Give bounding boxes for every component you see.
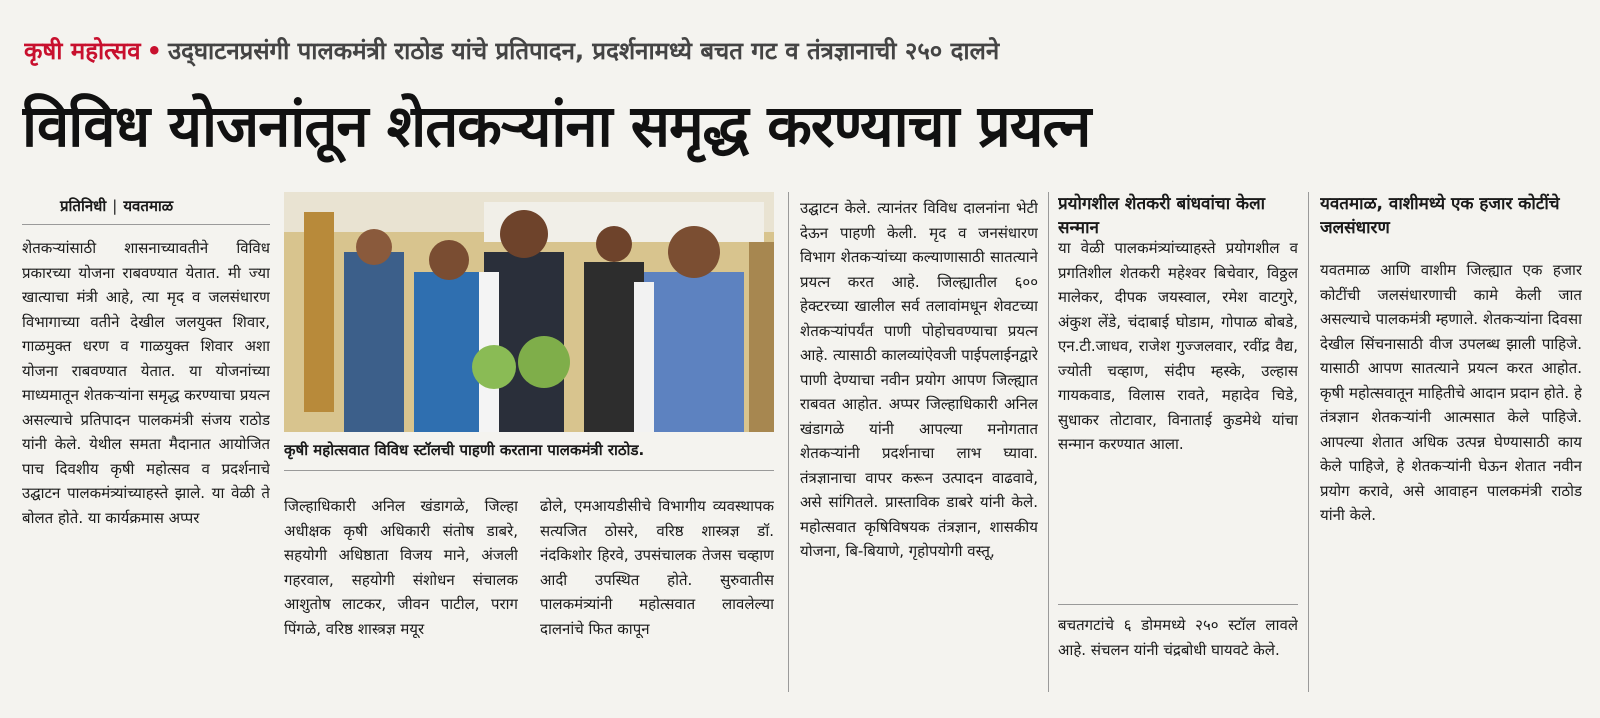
news-photo xyxy=(284,192,774,432)
column-rule xyxy=(788,192,789,692)
column-rule xyxy=(1048,192,1049,692)
section-tag: कृषी महोत्सव xyxy=(24,37,141,65)
byline-reporter: प्रतिनिधी xyxy=(60,197,107,215)
photo-illustration xyxy=(284,192,774,432)
byline-place: यवतमाळ xyxy=(123,197,174,215)
kicker-text: उद्‌घाटनप्रसंगी पालकमंत्री राठोड यांचे प्रतिपादन, प्रदर्शनामध्ये बचत गट व तंत्रज्ञानाची २५० दालने xyxy=(167,37,1000,65)
headline: विविध योजनांतून शेतकऱ्यांना समृद्ध करण्याचा प्रयत्न xyxy=(22,92,1091,160)
photo-caption: कृषी महोत्सवात विविध स्टॉलची पाहणी करताना पालकमंत्री राठोड. xyxy=(284,440,774,471)
article-column-2: जिल्हाधिकारी अनिल खंडागळे, जिल्हा अधीक्षक कृषी अधिकारी संतोष डाबरे, सहयोगी अधिष्ठाता विजय माने, अंजली गहरवाल, सहयोगी संशोधन संचालक आशुतोष लाटकर, जीवन पाटील, पराग पिंगळे, वरिष्ठ शास्त्रज्ञ मयूर xyxy=(284,497,518,638)
byline xyxy=(60,196,270,216)
column-rule xyxy=(1308,192,1309,692)
article-column-1: शेतकऱ्यांसाठी शासनाच्यावतीने विविध प्रकारच्या योजना राबवण्यात येतात. मी ज्या खात्याचा मंत्री आहे, त्या मृद व जलसंधारण विभागाच्या वतीने देखील जलयुक्त शिवार, गाळमुक्त धरण व गाळयुक्त शिवार अशा योजना राबवण्यात येतात. या योजनांच्या माध्यमातून शेतकऱ्यांना समृद्ध करण्याचा प्रयत्न असल्याचे प्रतिपादन पालकमंत्री संजय राठोड यांनी केले. येथील समता मैदानात आयोजित पाच दिवशीय कृषी महोत्सव व प्रदर्शनाचे उद्घाटन पालकमंत्र्यांच्याहस्ते झाले. या वेळी ते बोलत होते. या कार्यक्रमास अप्पर xyxy=(22,239,270,527)
article-column-3: ढोले, एमआयडीसीचे विभागीय व्यवस्थापक सत्यजित ठोसरे, वरिष्ठ शास्त्रज्ञ डॉ. नंदकिशोर हिरवे, उपसंचालक तेजस चव्हाण आदी उपस्थित होते. सुरुवातीस पालकमंत्र्यांनी महोत्सवात लावलेल्या दालनांचे फित कापून xyxy=(540,497,774,638)
article-column-5-footer: बचतगटांचे ६ डोममध्ये २५० स्टॉल लावले आहे. संचलन यांनी चंद्रबोधी घायवटे केले. xyxy=(1058,604,1298,703)
article-column-5: या वेळी पालकमंत्र्यांच्याहस्ते प्रयोगशील व प्रगतिशील शेतकरी महेश्वर बिचेवार, विठ्ठल मालेकर, दीपक जयस्वाल, रमेश वाटगुरे, अंकुश लेंडे, चंदाबाई घोडाम, गोपाळ बोबडे, एन.टी.जाधव, राजेश गुज्जलवार, रवींद्र वैद्य, ज्योती चव्हाण, संदीप म्हस्के, उल्हास गायकवाड, विलास रावते, महादेव चिडे, सुधाकर तोटावार, विनाताई कुडमेथे यांचा सन्मान करण्यात आला. xyxy=(1058,239,1298,453)
subheading-water-conservation: यवतमाळ, वाशीमध्ये एक हजार कोटींचे जलसंधारण xyxy=(1320,194,1560,238)
subheading-farmers-honour: प्रयोगशील शेतकरी बांधवांचा केला सन्मान xyxy=(1058,194,1266,238)
divider xyxy=(22,224,270,225)
kicker-line xyxy=(24,34,1584,74)
article-column-4: उद्घाटन केले. त्यानंतर विविध दालनांना भेटी देऊन पाहणी केली. मृद व जनसंधारण विभाग शेतकऱ्यांच्या कल्याणासाठी सातत्याने प्रयत्न करत आहे. जिल्ह्यातील ६०० हेक्टरच्या खालील सर्व तलावांमधून शेवटच्या शेतकऱ्यांपर्यंत पाणी पोहोचवण्याचा प्रयत्न आहे. त्यासाठी कालव्यांऐवजी पाईपलाईनद्वारे पाणी देण्याचा नवीन प्रयोग आपण जिल्ह्यात राबवत आहोत. अप्पर जिल्हाधिकारी अनिल खंडागळे यांनी आपल्या मनोगतात शेतकऱ्यांनी प्रदर्शनाचा लाभ घ्यावा. तंत्रज्ञानाचा वापर करून उत्पादन वाढवावे, असे सांगितले. प्रास्ताविक डाबरे यांनी केले. महोत्सवात कृषिविषयक तंत्रज्ञान, शासकीय योजना, बि-बियाणे, गृहोपयोगी वस्तू, xyxy=(800,199,1038,560)
byline-separator: | xyxy=(112,197,118,215)
article-column-6: यवतमाळ आणि वाशीम जिल्ह्यात एक हजार कोटींची जलसंधारणाची कामे केली जात असल्याचे पालकमंत्री म्हणाले. शेतकऱ्यांना दिवसा देखील सिंचनासाठी वीज उपलब्ध झाली पाहिजे. यासाठी आपण सातत्याने प्रयत्न करत आहोत. कृषी महोत्सवातून माहितीचे आदान प्रदान होते. हे तंत्रज्ञान शेतकऱ्यांनी आत्मसात केले पाहिजे. आपल्या शेतात अधिक उत्पन्न घेण्यासाठी काय केले पाहिजे, हे शेतकऱ्यांनी घेऊन शेतात नवीन प्रयोग करावे, असे आवाहन पालकमंत्री राठोड यांनी केले. xyxy=(1320,261,1582,524)
bullet: • xyxy=(146,37,162,65)
